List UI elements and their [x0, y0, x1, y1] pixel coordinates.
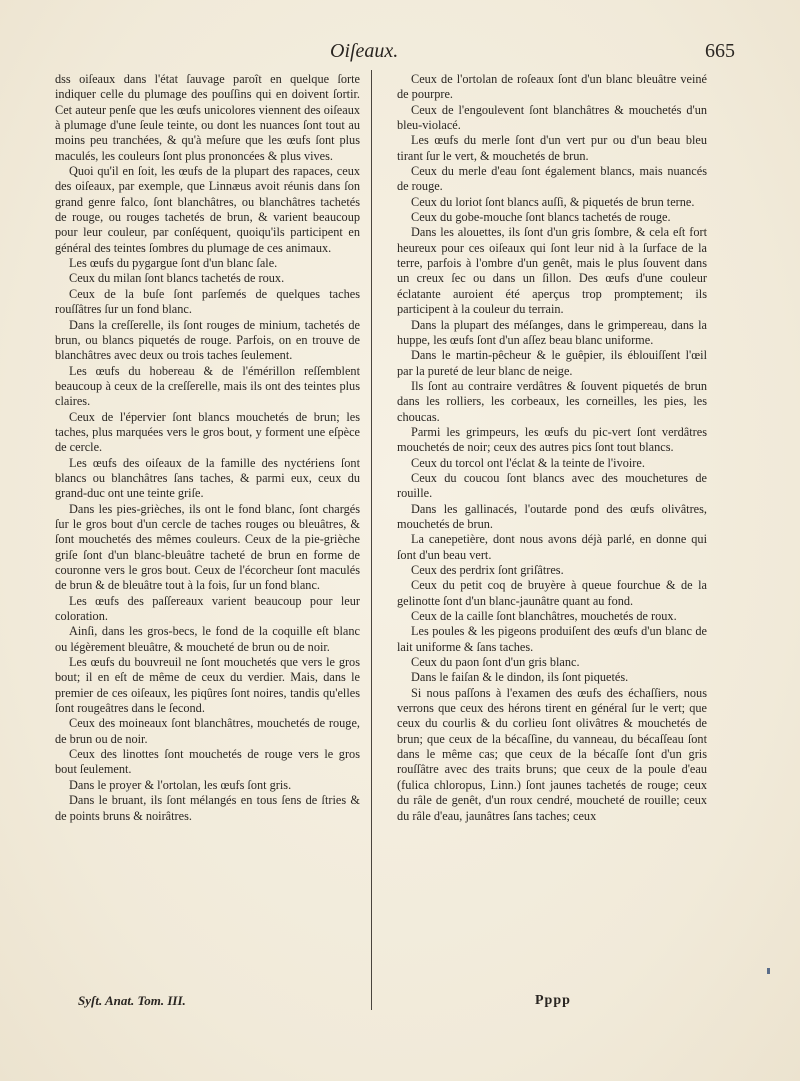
- paragraph: Ceux du loriot ſont blancs auſſi, & piquetés de brun terne.: [411, 194, 695, 209]
- paragraph: Ils ſont au contraire verdâtres & ſouvent piquetés de brun dans les rolliers, les corbeaux, les corneilles, les pies, les choucas.: [397, 378, 707, 424]
- paragraph: Ceux des linottes ſont mouchetés de rouge vers le gros bout ſeulement.: [55, 747, 360, 777]
- paragraph: Dans les alouettes, ils ſont d'un gris ſombre, & cela eſt fort heureux pour ces oiſeaux qui ſont leur nid à la ſurface de la terre, parfois à l'ombre d'un genêt, mais le plus ſouvent dans un creux ſec ou dans un ſillon. Des œufs d'une couleur éclatante auroient été aperçus trop promptement; ils participent à la couleur du terrain.: [397, 225, 707, 317]
- paragraph: Quoi qu'il en ſoit, les œufs de la plupart des rapaces, ceux des oiſeaux, par exemple, que Linnæus avoit réunis dans ſon grand genre falco, ſont blanchâtres, ou blanchâtres tachetés de rouge, ou rouges tachetés de brun, & varient beaucoup pour leur couleur, par conſéquent, quoiqu'ils participent en général des teintes ſombres du plumage de ces animaux.: [55, 164, 360, 255]
- column-divider: [371, 70, 372, 1010]
- paragraph: Dans les gallinacés, l'outarde pond des œufs olivâtres, mouchetés de brun.: [397, 501, 707, 531]
- paragraph: Si nous paſſons à l'examen des œufs des échaſſiers, nous verrons que ceux des hérons tirent en général ſur le vert; que ceux du courlis & du corlieu ſont olivâtres & mouchetés de brun; que ceux de la bécaſſine, du vanneau, du bécaſſeau ſont dans le même cas; que ceux de la bécaſſe ſont d'un gris rouſſâtre avec des traits bruns; que ceux de la poule d'eau (fulica chloropus, Linn.) ſont jaunes tachetés de rouge; ceux du râle de genêt, d'un roux cendré, moucheté de rouille; ceux du râle d'eau, jaunâtres ſans taches; ceux: [397, 685, 707, 823]
- paragraph: Dans les pies-grièches, ils ont le fond blanc, ſont chargés ſur le gros bout d'un cercle de taches rouges ou bleuâtres, & ſont mouchetés des mêmes couleurs. Ceux de la pie-grièche griſe ſont d'un blanc-bleuâtre tacheté de brun en forme de couronne vers le gros bout. Ceux de l'écorcheur ſont maculés de brun & de bleuâtre tout à la fois, ſur un fond blanc.: [55, 501, 360, 593]
- paragraph: Ceux de l'épervier ſont blancs mouchetés de brun; les taches, plus marquées vers le gros bout, y forment une eſpèce de cercle.: [55, 409, 360, 455]
- paragraph: Les poules & les pigeons produiſent des œufs d'un blanc de lait uniforme & ſans taches.: [397, 624, 707, 654]
- paragraph: Les œufs du merle ſont d'un vert pur ou d'un beau bleu tirant ſur le vert, & mouchetés de brun.: [397, 133, 707, 163]
- paragraph: Parmi les grimpeurs, les œufs du pic-vert ſont verdâtres mouchetés de noir; ceux des autres pics ſont tout blancs.: [397, 424, 707, 455]
- paragraph: Ceux de la caille ſont blanchâtres, mouchetés de roux.: [411, 609, 677, 624]
- gathering-signature: Pppp: [535, 993, 571, 1008]
- page-header: [0, 38, 800, 68]
- paragraph: Ceux du petit coq de bruyère à queue fourchue & de la gelinotte ſont d'un blanc-jaunâtre quant au fond.: [397, 578, 707, 608]
- ink-mark: [767, 968, 770, 974]
- paragraph: Les œufs des oiſeaux de la famille des nyctériens ſont blancs ou blanchâtres ſans taches, & parmi eux, ceux du grand-duc ont une teinte griſe.: [55, 455, 360, 501]
- paragraph: Ceux du torcol ont l'éclat & la teinte de l'ivoire.: [411, 455, 645, 470]
- paragraph: Ceux du paon ſont d'un gris blanc.: [411, 655, 580, 670]
- paragraph: dss oiſeaux dans l'état ſauvage paroît en quelque ſorte indiquer celle du plumage des pouſſins qui en doivent ſortir. Cet auteur penſe que les œufs unicolores viennent des oiſeaux à plumage d'une ſeule teinte, ou dont les nuances ſont tout au moins peu tranchées, & qu'à meſure que les œufs ſont plus maculés, les couleurs ſont plus prononcées & plus vives.: [55, 72, 360, 163]
- volume-signature: Syſt. Anat. Tom. III.: [78, 993, 186, 1008]
- page-number: 665: [705, 40, 735, 62]
- page-footer: [0, 993, 800, 1013]
- paragraph: Dans le faiſan & le dindon, ils ſont piquetés.: [411, 670, 629, 685]
- paragraph: Ceux des moineaux ſont blanchâtres, mouchetés de rouge, de brun ou de noir.: [55, 716, 360, 746]
- paragraph: Ceux du milan ſont blancs tachetés de roux.: [69, 271, 285, 286]
- running-title: Oiſeaux.: [330, 40, 399, 62]
- paragraph: Ceux du gobe-mouche ſont blancs tachetés de rouge.: [411, 210, 671, 225]
- paragraph: Ceux du merle d'eau ſont également blancs, mais nuancés de rouge.: [397, 164, 707, 194]
- paragraph: Les œufs du hobereau & de l'émérillon reſſemblent beaucoup à ceux de la creſſerelle, mais ils ont des teintes plus claires.: [55, 363, 360, 409]
- paragraph: Ainſi, dans les gros-becs, le fond de la coquille eſt blanc ou légèrement bleuâtre, & moucheté de brun ou de noir.: [55, 624, 360, 654]
- paragraph: La canepetière, dont nous avons déjà parlé, en donne qui ſont d'un beau vert.: [397, 532, 707, 562]
- right-column: [397, 72, 707, 824]
- paragraph: Ceux de la buſe ſont parſemés de quelques taches rouſſâtres ſur un fond blanc.: [55, 286, 360, 317]
- paragraph: Dans la plupart des méſanges, dans le grimpereau, dans la huppe, les œufs ſont d'un aſſez beau blanc uniforme.: [397, 317, 707, 347]
- paragraph: Les œufs du pygargue ſont d'un blanc ſale.: [69, 256, 278, 271]
- paragraph: Dans le martin-pêcheur & le guêpier, ils éblouiſſent l'œil par la pureté de leur blanc de neige.: [397, 348, 707, 378]
- left-column: [55, 72, 360, 824]
- paragraph: Ceux du coucou ſont blancs avec des mouchetures de rouille.: [397, 470, 707, 501]
- paragraph: Dans la creſſerelle, ils ſont rouges de minium, tachetés de brun, ou blancs piquetés de rouge. Parfois, on en trouve de blanchâtres avec deux ou trois taches ſeulement.: [55, 317, 360, 363]
- paragraph: Ceux de l'engoulevent ſont blanchâtres & mouchetés d'un bleu-violacé.: [397, 102, 707, 133]
- paragraph: Les œufs du bouvreuil ne ſont mouchetés que vers le gros bout; il en eſt de même de ceux du verdier. Mais, dans le premier de ces oiſeaux, les piqûres ſont noires, tandis qu'elles ſont rougeâtres dans le ſecond.: [55, 655, 360, 716]
- paragraph: Dans le bruant, ils ſont mélangés en tous ſens de ſtries & de points bruns & noirâtres.: [55, 793, 360, 823]
- paragraph: Ceux de l'ortolan de roſeaux ſont d'un blanc bleuâtre veiné de pourpre.: [397, 72, 707, 102]
- paragraph: Dans le proyer & l'ortolan, les œufs ſont gris.: [69, 777, 292, 792]
- paragraph: Ceux des perdrix ſont griſâtres.: [411, 563, 564, 577]
- paragraph: Les œufs des paſſereaux varient beaucoup pour leur coloration.: [55, 593, 360, 624]
